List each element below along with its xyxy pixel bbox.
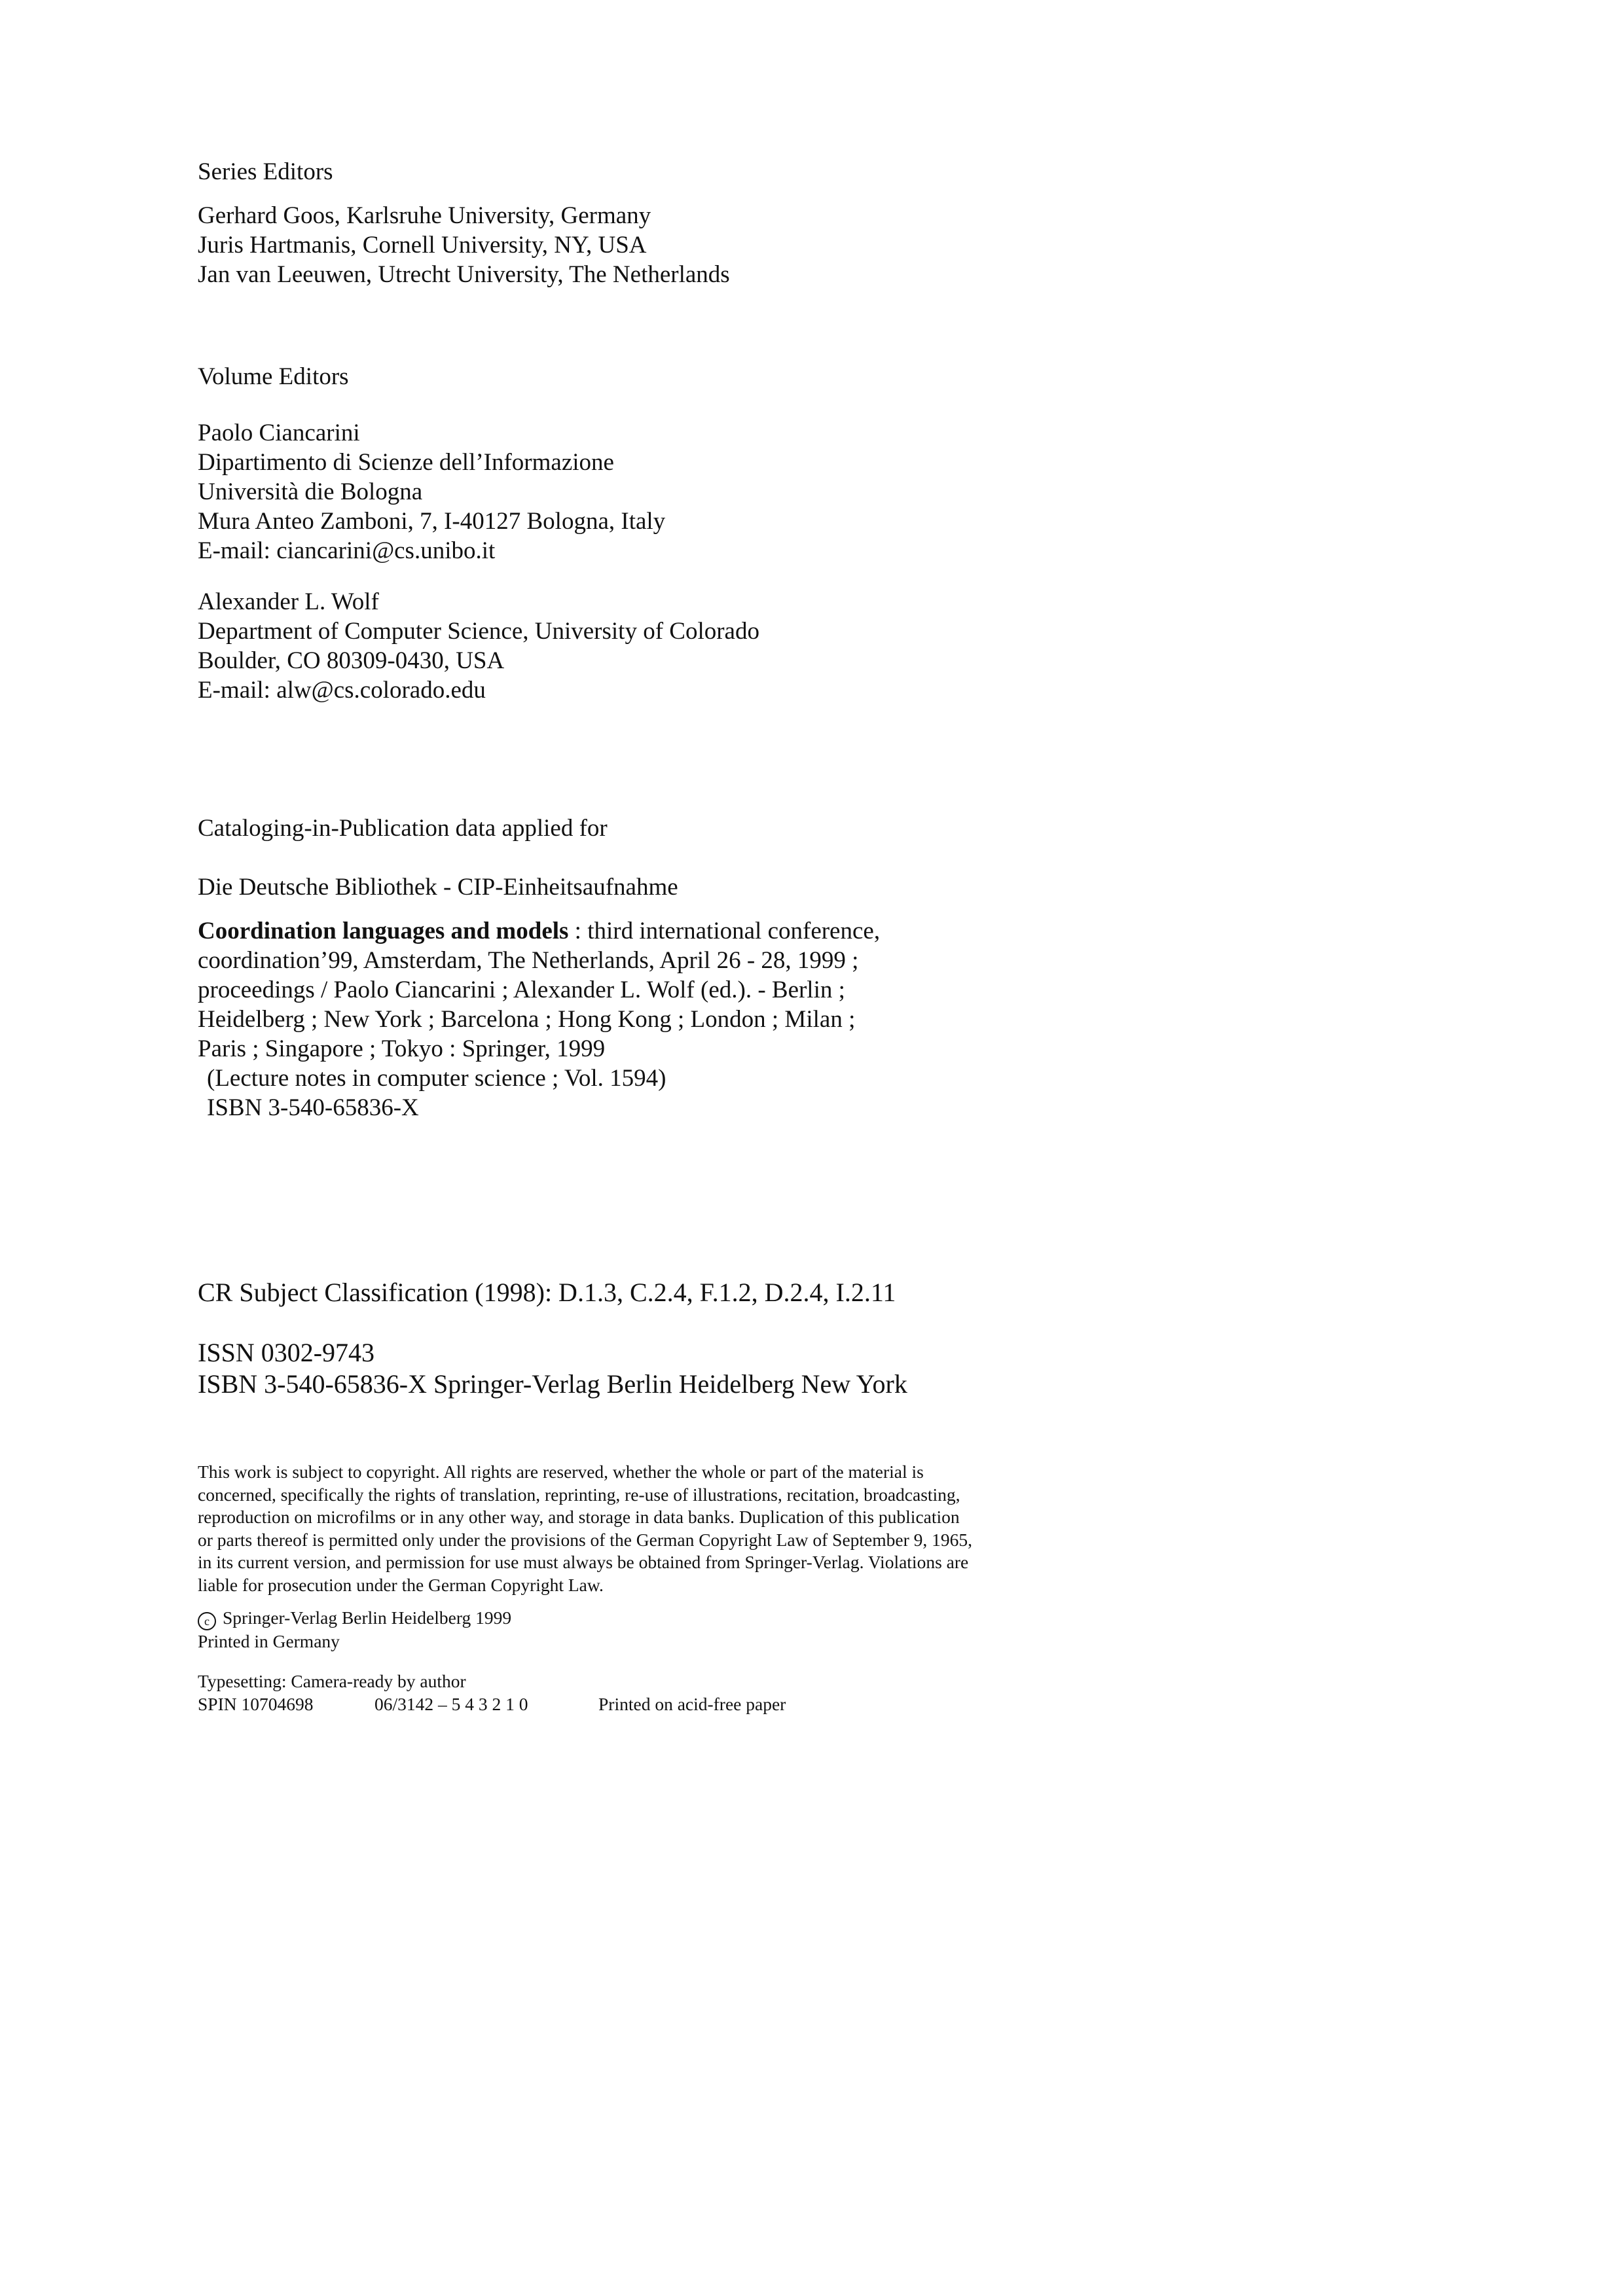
copyright-line: liable for prosecution under the German Copyright Law. (198, 1574, 604, 1595)
cr-classification: CR Subject Classification (1998): D.1.3, C.2.4, F.1.2, D.2.4, I.2.11 (198, 1278, 896, 1307)
cip-block (198, 814, 970, 1122)
copyright-line: or parts thereof is permitted only under the provisions of the German Copyright Law of September 9, 1965, (198, 1529, 972, 1550)
issn: ISSN 0302-9743 (198, 1338, 375, 1367)
typesetting: Typesetting: Camera-ready by author (198, 1671, 466, 1691)
cip-title-bold: Coordination languages and models (198, 918, 569, 944)
cip-title-rest: : third international conference, (568, 918, 881, 944)
copyright-symbol-icon: c (198, 1612, 216, 1630)
copyright-holder-line (198, 1607, 511, 1630)
copyright-notice (198, 1461, 1068, 1596)
volume-editors-heading: Volume Editors (198, 363, 349, 390)
copyright-holder: Springer-Verlag Berlin Heidelberg 1999 (223, 1607, 512, 1628)
cip-line: Paris ; Singapore ; Tokyo : Springer, 1999 (198, 1035, 606, 1062)
spin-row (198, 1693, 786, 1716)
editor-affiliation-line: Università die Bologna (198, 478, 423, 505)
copyright-line: reproduction on microfilms or in any other way, and storage in data banks. Duplication of this publication (198, 1507, 960, 1527)
cip-line: Heidelberg ; New York ; Barcelona ; Hong Kong ; London ; Milan ; (198, 1006, 856, 1033)
spin-number: SPIN 10704698 (198, 1693, 314, 1714)
cip-isbn: ISBN 3-540-65836-X (207, 1094, 419, 1121)
copyright-line: This work is subject to copyright. All rights are reserved, whether the whole or part of the material is (198, 1462, 924, 1482)
cip-line: proceedings / Paolo Ciancarini ; Alexander L. Wolf (ed.). - Berlin ; (198, 977, 845, 1003)
isbn-full: ISBN 3-540-65836-X Springer-Verlag Berlin Heidelberg New York (198, 1369, 907, 1399)
series-editor-line: Gerhard Goos, Karlsruhe University, Germany (198, 202, 651, 229)
copyright-holder-block (198, 1607, 511, 1653)
editor-name: Paolo Ciancarini (198, 420, 360, 446)
series-editor-line: Jan van Leeuwen, Utrecht University, The Netherlands (198, 261, 730, 288)
acid-free-note: Printed on acid-free paper (598, 1693, 786, 1714)
cip-line: coordination’99, Amsterdam, The Netherlands, April 26 - 28, 1999 ; (198, 947, 859, 974)
series-editors-heading: Series Editors (198, 158, 333, 185)
editor-name: Alexander L. Wolf (198, 588, 379, 615)
volume-editor-wolf (198, 587, 759, 705)
editor-address-line: Boulder, CO 80309-0430, USA (198, 647, 505, 674)
spin-code: 06/3142 – 5 4 3 2 1 0 (374, 1693, 528, 1714)
cip-applied-for: Cataloging-in-Publication data applied for (198, 815, 608, 842)
production-block (198, 1670, 786, 1715)
series-editors-block (198, 157, 730, 289)
editor-affiliation-line: Department of Computer Science, University of Colorado (198, 618, 759, 645)
classification-block (198, 1277, 907, 1400)
copyright-line: concerned, specifically the rights of translation, reprinting, re-use of illustrations, recitation, broadcasting, (198, 1484, 960, 1505)
series-editor-line: Juris Hartmanis, Cornell University, NY, USA (198, 232, 647, 259)
editor-email: E-mail: alw@cs.colorado.edu (198, 677, 486, 704)
cip-title-line (198, 916, 970, 946)
copyright-line: in its current version, and permission for use must always be obtained from Springer-Verlag. Violations are (198, 1552, 969, 1572)
volume-editors-block (198, 362, 759, 705)
printed-in: Printed in Germany (198, 1631, 340, 1651)
editor-address-line: Mura Anteo Zamboni, 7, I-40127 Bologna, Italy (198, 508, 666, 535)
editor-email: E-mail: ciancarini@cs.unibo.it (198, 537, 496, 564)
cip-library: Die Deutsche Bibliothek - CIP-Einheitsaufnahme (198, 874, 678, 901)
editor-affiliation-line: Dipartimento di Scienze dell’Informazione (198, 449, 614, 476)
cip-series-note: (Lecture notes in computer science ; Vol. 1594) (207, 1065, 666, 1092)
volume-editor-ciancarini (198, 418, 759, 565)
